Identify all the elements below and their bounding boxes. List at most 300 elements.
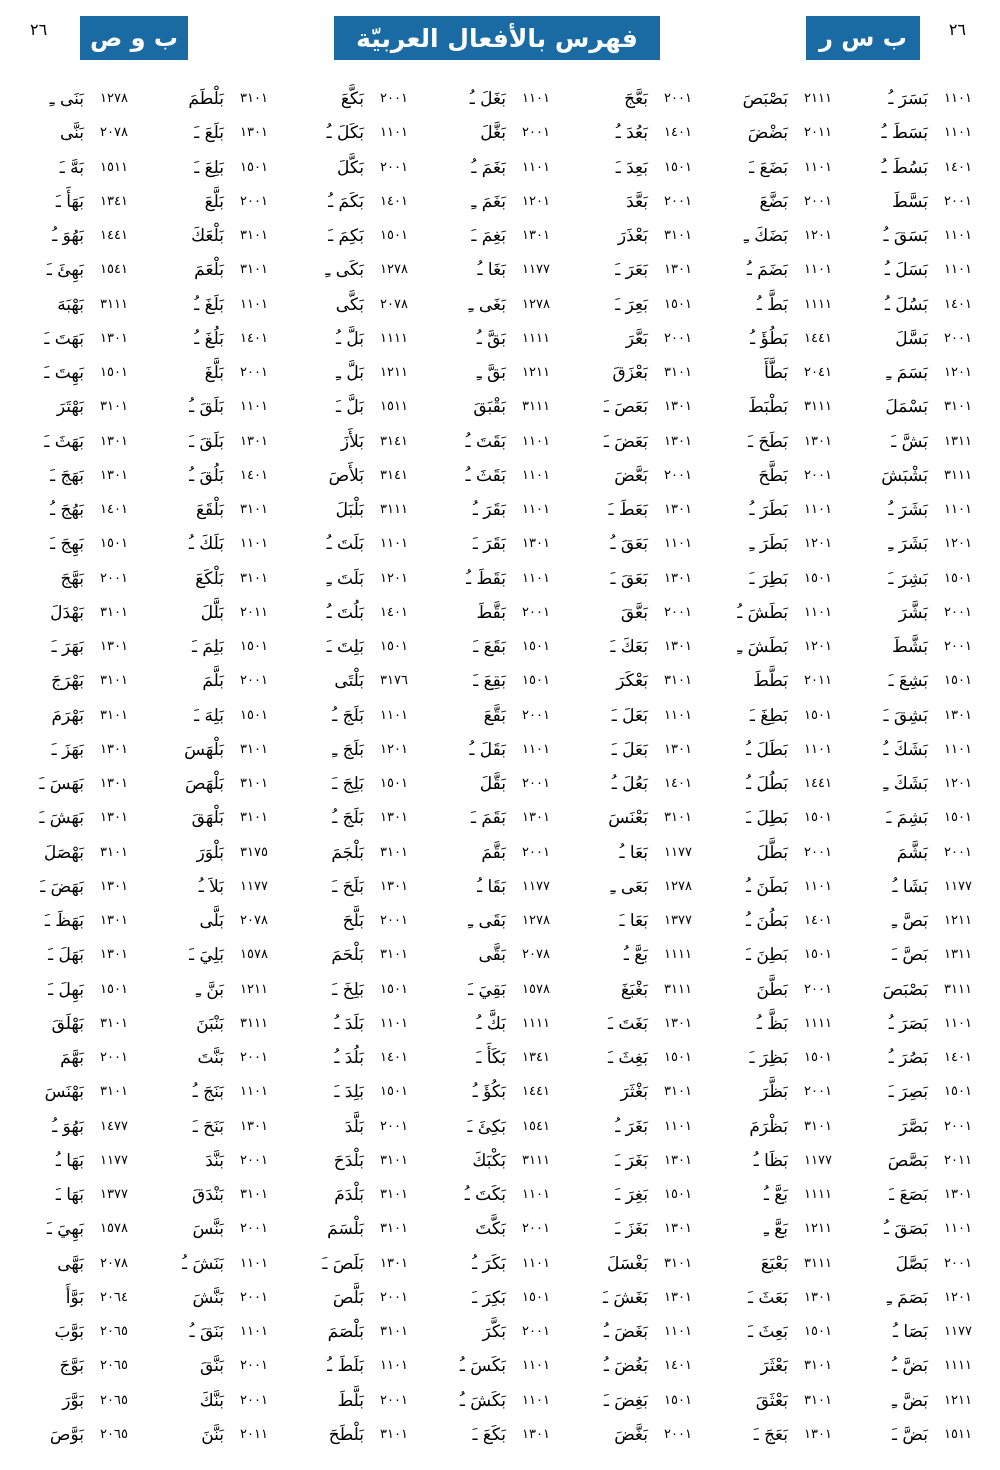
entry-verb: بَنَى ـِ bbox=[49, 89, 84, 109]
entry-code: ١٣٠١ bbox=[944, 707, 972, 723]
entry-verb: بَهَضَ ـَ bbox=[40, 876, 84, 897]
entry-verb: بَظَا ـُ bbox=[753, 1150, 788, 1171]
entry-verb: بَكِئَ ـَ bbox=[467, 1116, 506, 1137]
entry-verb: بَهَظَ ـَ bbox=[44, 911, 84, 931]
entry-code: ٣١٠١ bbox=[380, 1221, 408, 1237]
entry-verb: بَلْوَرَ bbox=[196, 842, 224, 863]
entry-code: ١١٠١ bbox=[804, 262, 832, 278]
entry-code: ١٢٠١ bbox=[804, 228, 832, 243]
entry-verb: بَضَعَ ـَ bbox=[749, 157, 788, 178]
entry-verb: بَلَّغَ bbox=[204, 363, 224, 383]
entry-code: ١٢٠١ bbox=[944, 365, 972, 380]
entry-code: ١٤٧٧ bbox=[100, 1118, 128, 1134]
entry-code: ٣١٠١ bbox=[100, 707, 128, 723]
entry-verb: بَعَّقَ bbox=[620, 602, 648, 623]
entry-code: ٢٠٦٥ bbox=[100, 1324, 128, 1339]
entry-verb: بَكَلَ ـُ bbox=[326, 123, 364, 144]
entry-verb: بَكِرَ ـَ bbox=[472, 1287, 506, 1308]
entry-code: ٢٠١١ bbox=[240, 1426, 268, 1442]
entry-code: ٢٠٦٥ bbox=[100, 1426, 128, 1442]
entry-code: ١١٠١ bbox=[240, 1084, 268, 1100]
entry-verb: بَهَا ـَ bbox=[55, 1185, 84, 1205]
index-row bbox=[0, 116, 1000, 150]
entry-verb: بَغَّلَ bbox=[480, 123, 506, 144]
entry-code: ١١٠١ bbox=[804, 878, 832, 894]
entry-verb: بَعَكَ ـَ bbox=[610, 637, 648, 657]
entry-verb: بَغَرَ ـُ bbox=[615, 1116, 648, 1137]
entry-code: ٢٠٠١ bbox=[944, 1118, 972, 1134]
entry-verb: بَكَسَ ـُ bbox=[459, 1356, 506, 1377]
entry-verb: بَلَجَ ـُ bbox=[332, 705, 364, 726]
index-row bbox=[0, 390, 1000, 424]
entry-code: ١٣٧٧ bbox=[100, 1187, 128, 1202]
entry-verb: بَهْبَهَ bbox=[57, 294, 84, 315]
entry-code: ٣١٠١ bbox=[380, 1187, 408, 1202]
entry-code: ٢٠٠١ bbox=[240, 673, 268, 689]
entry-code: ٣١١١ bbox=[380, 502, 408, 517]
entry-verb: بَهَشَ ـَ bbox=[39, 808, 84, 829]
entry-code: ١٤٠١ bbox=[944, 159, 972, 175]
entry-verb: بَقَثَ ـُ bbox=[465, 465, 506, 486]
entry-code: ٢٠٠١ bbox=[240, 1358, 268, 1374]
page-number-left: ٢٦ bbox=[30, 20, 48, 39]
entry-code: ١١٠١ bbox=[240, 399, 268, 415]
entry-verb: بَغْثَرَ bbox=[620, 1082, 648, 1103]
entry-verb: بَطَرَ ـُ bbox=[749, 500, 788, 520]
entry-verb: بَهَّمَ bbox=[60, 1048, 84, 1068]
entry-code: ٢٠٠١ bbox=[522, 776, 550, 791]
entry-verb: بَعَى ـِ bbox=[610, 876, 648, 897]
entry-verb: بَصَّصَ bbox=[887, 1150, 928, 1171]
entry-code: ٣١٠١ bbox=[380, 844, 408, 860]
entry-code: ٣١٠١ bbox=[240, 1187, 268, 1202]
entry-verb: بَغَزَ ـَ bbox=[615, 1219, 648, 1240]
entry-code: ١٥١١ bbox=[380, 399, 408, 415]
entry-verb: بَهَّجَ bbox=[60, 568, 84, 589]
entry-code: ١٥٠١ bbox=[240, 159, 268, 175]
entry-code: ١١٠١ bbox=[240, 296, 268, 312]
index-row bbox=[0, 904, 1000, 938]
entry-code: ٢٠٠١ bbox=[944, 844, 972, 860]
entry-verb: بَطَّحَ bbox=[758, 465, 788, 486]
entry-verb: بَلُتَ ـُ bbox=[326, 602, 364, 623]
entry-verb: بَقَّعَ bbox=[483, 705, 506, 726]
entry-verb: بَهْرَجَ bbox=[51, 671, 84, 692]
entry-code: ١٥٠١ bbox=[380, 1084, 408, 1100]
index-row bbox=[0, 1247, 1000, 1281]
entry-code: ٢٠٠١ bbox=[240, 1289, 268, 1305]
entry-verb: بَلَتَ ـِ bbox=[326, 568, 364, 589]
entry-code: ٢٠٠١ bbox=[522, 1324, 550, 1339]
entry-verb: بَغْبَغَ bbox=[620, 979, 648, 1000]
entry-code: ٣١١١ bbox=[240, 1015, 268, 1031]
entry-verb: بَطَّ ـُ bbox=[756, 294, 788, 315]
entry-code: ١١١١ bbox=[804, 296, 832, 312]
entry-verb: بَلْتَى bbox=[334, 671, 364, 692]
entry-verb: بَسَلَ ـُ bbox=[884, 260, 928, 281]
entry-code: ١١١١ bbox=[804, 1187, 832, 1202]
entry-code: ١٢٧٨ bbox=[100, 91, 128, 106]
entry-code: ٣١٠١ bbox=[240, 262, 268, 278]
entry-verb: بَقَطَ ـُ bbox=[466, 568, 506, 589]
entry-code: ١١٠١ bbox=[380, 1358, 408, 1374]
entry-code: ١١٠١ bbox=[380, 125, 408, 141]
entry-code: ١٥٠١ bbox=[804, 810, 832, 826]
entry-verb: بَعِثَ ـَ bbox=[747, 1322, 788, 1342]
entry-code: ١٤٠١ bbox=[664, 1358, 692, 1374]
entry-code: ١١٠١ bbox=[804, 741, 832, 757]
entry-verb: بَقَّلَ bbox=[479, 774, 506, 794]
entry-verb: بَهَجَ ـَ bbox=[50, 465, 84, 486]
entry-verb: بَوَّجَ bbox=[59, 1356, 84, 1377]
entry-code: ٢٠٠١ bbox=[664, 604, 692, 620]
entry-code: ٢٠٠١ bbox=[522, 1221, 550, 1237]
entry-verb: بَلِعَ ـَ bbox=[194, 157, 224, 178]
entry-code: ٢٠٠١ bbox=[664, 467, 692, 483]
entry-code: ١٤٠١ bbox=[944, 1050, 972, 1065]
entry-verb: بَهْنَسَ bbox=[44, 1082, 84, 1103]
entry-code: ٢٠٠١ bbox=[944, 639, 972, 654]
entry-code: ١٣٠١ bbox=[100, 776, 128, 791]
index-row bbox=[0, 664, 1000, 698]
entry-code: ١٥٠١ bbox=[664, 1392, 692, 1408]
entry-verb: بَنَّسَ bbox=[192, 1219, 224, 1240]
entry-verb: بَعَّجَ bbox=[624, 89, 648, 109]
entry-code: ٣١٠١ bbox=[100, 604, 128, 620]
entry-code: ٣١١١ bbox=[522, 1152, 550, 1168]
index-row bbox=[0, 1075, 1000, 1109]
entry-verb: بَلِخَ ـَ bbox=[332, 979, 364, 1000]
entry-verb: بَصُرَ ـُ bbox=[888, 1048, 928, 1068]
entry-code: ١١٠١ bbox=[522, 1358, 550, 1374]
entry-verb: بَلِتَ ـَ bbox=[326, 637, 364, 657]
entry-code: ١٣٠١ bbox=[100, 741, 128, 757]
entry-code: ١٥٠١ bbox=[380, 776, 408, 791]
entry-code: ٢٠٠١ bbox=[522, 707, 550, 723]
entry-verb: بَلَجَ ـِ bbox=[332, 739, 364, 760]
entry-verb: بَغْسَلَ bbox=[607, 1253, 648, 1274]
entry-code: ٢٠١١ bbox=[804, 673, 832, 689]
entry-code: ١١١١ bbox=[522, 1015, 550, 1031]
entry-code: ١٣٠١ bbox=[380, 810, 408, 826]
entry-code: ١٣٠١ bbox=[100, 913, 128, 928]
entry-verb: بَقَمَ ـَ bbox=[470, 808, 506, 829]
entry-code: ١٥٠١ bbox=[944, 810, 972, 826]
entry-verb: بَصَّرَ bbox=[899, 1116, 928, 1137]
index-row bbox=[0, 973, 1000, 1007]
entry-code: ١٥٠١ bbox=[380, 981, 408, 997]
entry-verb: بَعْثَقَ bbox=[755, 1390, 788, 1411]
entry-verb: بَلْدَمَ bbox=[334, 1185, 364, 1205]
entry-code: ١١٧٧ bbox=[944, 878, 972, 894]
entry-code: ١٥٠١ bbox=[944, 673, 972, 689]
entry-code: ١٤٤١ bbox=[804, 330, 832, 346]
entry-verb: بَلَّعَ bbox=[204, 191, 224, 212]
entry-verb: بَلْهَصَ bbox=[184, 774, 224, 794]
entry-verb: بَقَلَ ـُ bbox=[469, 739, 506, 760]
entry-verb: بَغَمَ ـِ bbox=[471, 191, 506, 212]
entry-code: ٢٠١١ bbox=[240, 604, 268, 620]
entry-verb: بَلَّحَ bbox=[342, 911, 364, 931]
entry-code: ٣١٠١ bbox=[664, 228, 692, 243]
entry-code: ١٥٠١ bbox=[380, 228, 408, 243]
entry-code: ١١٠١ bbox=[664, 707, 692, 723]
entry-verb: بَقَا ـُ bbox=[477, 876, 506, 897]
entry-verb: بَسَطَ ـُ bbox=[881, 123, 928, 144]
entry-code: ١١٠١ bbox=[522, 159, 550, 175]
entry-verb: بَضَّ ـُ bbox=[892, 1356, 928, 1377]
entry-verb: بَشْبَشَ bbox=[881, 465, 928, 486]
entry-verb: بَهَرَ ـَ bbox=[51, 637, 84, 657]
entry-verb: بَلَقَ ـُ bbox=[189, 397, 224, 418]
entry-verb: بَصَمَ ـِ bbox=[886, 1287, 928, 1308]
entry-verb: بَلْدَحَ bbox=[333, 1150, 364, 1171]
entry-verb: بَعَا ـُ bbox=[619, 842, 648, 863]
entry-verb: بَشَكَ ـِ bbox=[883, 774, 928, 794]
entry-code: ٢٠٠١ bbox=[804, 467, 832, 483]
entry-verb: بَشَّطَ bbox=[891, 637, 928, 657]
entry-code: ١٣٠١ bbox=[100, 639, 128, 654]
entry-code: ١٥٠١ bbox=[240, 639, 268, 654]
entry-code: ٢٠٠١ bbox=[804, 193, 832, 209]
entry-code: ١٥٧٨ bbox=[240, 947, 268, 963]
entry-code: ١١٠١ bbox=[944, 741, 972, 757]
entry-code: ٣١٠١ bbox=[944, 399, 972, 415]
entry-code: ١٢٧٨ bbox=[380, 262, 408, 278]
entry-verb: بَلْبَلَ bbox=[335, 500, 364, 520]
entry-code: ١١٠١ bbox=[522, 1187, 550, 1202]
entry-code: ١٤٠١ bbox=[944, 296, 972, 312]
entry-code: ١١٠١ bbox=[664, 536, 692, 552]
entry-code: ١١٠١ bbox=[522, 570, 550, 586]
entry-verb: بَغِضَ ـَ bbox=[603, 1390, 648, 1411]
entry-verb: بَعَضَ ـَ bbox=[603, 431, 648, 452]
entry-verb: بَشَرَ ـِ bbox=[888, 534, 928, 555]
entry-code: ١١٧٧ bbox=[804, 1152, 832, 1168]
entry-code: ١١٠١ bbox=[380, 1015, 408, 1031]
entry-code: ٣١٠١ bbox=[240, 91, 268, 106]
entry-verb: بَوَّأَ bbox=[65, 1287, 84, 1308]
entry-verb: بَسَرَ ـُ bbox=[888, 89, 928, 109]
entry-code: ٣١١١ bbox=[944, 467, 972, 483]
entry-verb: بَلِيَ ـَ bbox=[189, 945, 224, 966]
entry-code: ١٥٠١ bbox=[664, 159, 692, 175]
entry-verb: بَسُلَ ـُ bbox=[884, 294, 928, 315]
entry-verb: بَقَى ـِ bbox=[468, 911, 506, 931]
entry-verb: بَضَكَ ـِ bbox=[743, 226, 788, 246]
entry-verb: بَسَّلَ bbox=[895, 328, 928, 349]
entry-code: ١١١١ bbox=[664, 947, 692, 963]
entry-code: ٢٠٠١ bbox=[240, 1221, 268, 1237]
entry-code: ١١٠١ bbox=[522, 1392, 550, 1408]
entry-verb: بَلَطَ ـُ bbox=[327, 1356, 364, 1377]
entry-code: ١٣٠١ bbox=[664, 741, 692, 757]
entry-code: ١٣٠١ bbox=[100, 878, 128, 894]
entry-code: ١١١١ bbox=[380, 330, 408, 346]
entry-verb: بَوَّصَ bbox=[49, 1424, 84, 1445]
entry-verb: بَلْهَقَ bbox=[191, 808, 224, 829]
entry-code: ٢٠٠١ bbox=[944, 193, 972, 209]
entry-verb: بَطُلَ ـُ bbox=[746, 774, 788, 794]
entry-code: ١٣٠١ bbox=[664, 502, 692, 517]
entry-code: ٣١٠١ bbox=[100, 399, 128, 415]
entry-code: ٢٠٠١ bbox=[100, 570, 128, 586]
entry-code: ٢٠٠١ bbox=[522, 604, 550, 620]
entry-verb: بَطَحَ ـَ bbox=[747, 431, 788, 452]
entry-code: ١٢٠١ bbox=[804, 536, 832, 552]
entry-verb: بَكَعَ ـَ bbox=[472, 1424, 506, 1445]
entry-verb: بَقَّ ـُ bbox=[476, 328, 506, 349]
entry-verb: بَهْتَرَ bbox=[56, 397, 84, 418]
entry-code: ١٤٠١ bbox=[664, 776, 692, 791]
entry-verb: بَقَّطَ bbox=[476, 602, 506, 623]
entry-code: ١١٠١ bbox=[380, 536, 408, 552]
entry-verb: بَلْحَمَ bbox=[331, 945, 364, 966]
entry-code: ١٣٠١ bbox=[240, 125, 268, 141]
entry-verb: بَلَّ ـُ bbox=[336, 328, 364, 349]
entry-verb: بَلَّدَ bbox=[344, 1116, 364, 1137]
entry-code: ١٣٠١ bbox=[664, 399, 692, 415]
entry-verb: بَقَعَ ـَ bbox=[473, 637, 506, 657]
entry-code: ١٥٠١ bbox=[100, 981, 128, 997]
entry-code: ١١٠١ bbox=[522, 741, 550, 757]
entry-code: ٢٠٠١ bbox=[664, 1426, 692, 1442]
entry-verb: بَطَلَ ـُ bbox=[746, 739, 788, 760]
entry-code: ٣١٠١ bbox=[664, 1255, 692, 1271]
entry-verb: بَصَعَ ـَ bbox=[889, 1185, 928, 1205]
entry-verb: بَغَّضَ bbox=[614, 1424, 648, 1445]
entry-verb: بَشِقَ ـَ bbox=[883, 705, 928, 726]
entry-verb: بَكَّتَ bbox=[475, 1219, 506, 1240]
entry-code: ١٣٤١ bbox=[100, 193, 128, 209]
entry-verb: بَقَتَ ـُ bbox=[465, 431, 506, 452]
entry-verb: بَطَشَ ـُ bbox=[737, 602, 788, 623]
entry-verb: بَشَّمَ bbox=[896, 842, 928, 863]
entry-verb: بَلْجَمَ bbox=[331, 842, 364, 863]
index-row bbox=[0, 219, 1000, 253]
entry-verb: بَكَّى bbox=[335, 294, 364, 315]
entry-verb: بَصْبَصَ bbox=[742, 89, 788, 109]
entry-verb: بَشَّرَ bbox=[898, 602, 928, 623]
entry-code: ٢٠٠١ bbox=[522, 844, 550, 860]
entry-code: ٣١٠١ bbox=[240, 570, 268, 586]
entry-verb: بَكَّ ـُ bbox=[476, 1013, 506, 1034]
entry-verb: بَنْدَقَ bbox=[192, 1185, 224, 1205]
entry-code: ٣١٠١ bbox=[380, 1152, 408, 1168]
entry-verb: بَسَّطَ bbox=[891, 191, 928, 212]
entry-code: ١٥٠١ bbox=[804, 947, 832, 963]
index-row bbox=[0, 356, 1000, 390]
entry-code: ١٤٠١ bbox=[240, 330, 268, 346]
index-row bbox=[0, 1144, 1000, 1178]
entry-verb: بَغِرَ ـَ bbox=[615, 1185, 648, 1205]
entry-verb: بَلْقَعَ bbox=[195, 500, 224, 520]
entry-verb: بَشَا ـُ bbox=[892, 876, 928, 897]
entry-verb: بَعُلَ ـُ bbox=[611, 774, 648, 794]
entry-verb: بَطَّطَ bbox=[753, 671, 788, 692]
entry-verb: بَلُغَ ـُ bbox=[194, 328, 224, 349]
entry-code: ١٢٠١ bbox=[944, 1289, 972, 1305]
entry-verb: بَلَّمَ bbox=[202, 671, 224, 692]
entry-verb: بَغَضَ ـُ bbox=[603, 1322, 648, 1342]
entry-verb: بَعُدَ ـُ bbox=[615, 123, 648, 144]
entry-code: ٣١٠١ bbox=[240, 228, 268, 243]
entry-verb: بَهَا ـُ bbox=[55, 1150, 84, 1171]
entry-code: ١٢٠١ bbox=[380, 570, 408, 586]
entry-verb: بَوَّبَ bbox=[54, 1322, 84, 1342]
entry-code: ٣١٠١ bbox=[240, 810, 268, 826]
entry-verb: بَلْصَمَ bbox=[327, 1322, 364, 1342]
entry-code: ١١٠١ bbox=[804, 604, 832, 620]
index-row bbox=[0, 733, 1000, 767]
entry-code: ٣١٠١ bbox=[804, 1392, 832, 1408]
entry-code: ١١٧٧ bbox=[664, 844, 692, 860]
entry-code: ٢٠٠١ bbox=[804, 981, 832, 997]
entry-code: ١٣٠١ bbox=[100, 947, 128, 963]
entry-verb: بَلْعَمَ bbox=[194, 260, 224, 281]
entry-verb: بَعَلَ ـَ bbox=[611, 705, 648, 726]
entry-verb: بَظْرَمَ bbox=[749, 1116, 788, 1137]
entry-verb: بَطَرَ ـِ bbox=[749, 534, 788, 555]
entry-verb: بَطِلَ ـَ bbox=[746, 808, 788, 829]
entry-verb: بَكَّلَ bbox=[337, 157, 364, 178]
entry-verb: بَغَمَ ـُ bbox=[471, 157, 506, 178]
entry-verb: بَعِدَ ـَ bbox=[615, 157, 648, 178]
entry-code: ١٣٠١ bbox=[664, 1015, 692, 1031]
entry-verb: بَقِعَ ـَ bbox=[473, 671, 506, 692]
entry-code: ١٣٠١ bbox=[664, 639, 692, 654]
entry-verb: بَضَّعَ bbox=[759, 191, 788, 212]
entry-verb: بَلُقَ ـُ bbox=[189, 465, 224, 486]
entry-verb: بَلُدَ ـُ bbox=[334, 1048, 364, 1068]
index-row bbox=[0, 185, 1000, 219]
entry-verb: بَلاَ ـُ bbox=[198, 876, 224, 897]
entry-verb: بَصْبَصَ bbox=[882, 979, 928, 1000]
entry-code: ١٥٠١ bbox=[522, 673, 550, 689]
entry-code: ١٣١١ bbox=[944, 433, 972, 449]
entry-verb: بَهَأَ ـَ bbox=[55, 191, 84, 212]
entry-code: ٢٠٠١ bbox=[100, 1050, 128, 1065]
entry-verb: بَنَشَ ـُ bbox=[182, 1253, 224, 1274]
index-row bbox=[0, 288, 1000, 322]
entry-verb: بَغَا ـُ bbox=[477, 260, 506, 281]
entry-code: ١٣٠١ bbox=[380, 878, 408, 894]
entry-verb: بَنَّدَ bbox=[205, 1150, 224, 1171]
entry-verb: بَظِرَ ـَ bbox=[749, 1048, 788, 1068]
entry-verb: بَلَصَ ـَ bbox=[322, 1253, 364, 1274]
entry-code: ٣١٠١ bbox=[664, 365, 692, 380]
entry-code: ١٢٠١ bbox=[522, 193, 550, 209]
entry-verb: بَلَكَ ـُ bbox=[188, 534, 224, 555]
entry-code: ٣١٠١ bbox=[380, 1426, 408, 1442]
entry-verb: بَوَّرَ bbox=[62, 1390, 84, 1411]
entry-verb: بَنَّشَ bbox=[192, 1287, 224, 1308]
entry-code: ٢٠٠١ bbox=[240, 1152, 268, 1168]
entry-code: ١٢٠١ bbox=[804, 639, 832, 654]
entry-verb: بَلَّصَ bbox=[332, 1287, 364, 1308]
entry-verb: بَعَّرَ bbox=[625, 328, 648, 349]
index-row bbox=[0, 1349, 1000, 1383]
entry-code: ٢٠٧٨ bbox=[380, 296, 408, 312]
entry-code: ٢٠٠١ bbox=[380, 91, 408, 106]
entry-verb: بَطَّأَ bbox=[764, 363, 788, 383]
entry-verb: بَعْزَقَ bbox=[612, 363, 648, 383]
entry-code: ١٥٠١ bbox=[522, 639, 550, 654]
entry-verb: بَنَّنَ bbox=[201, 1424, 224, 1445]
entry-code: ٢٠٦٥ bbox=[100, 1358, 128, 1374]
entry-verb: بَنَقَ ـُ bbox=[189, 1322, 224, 1342]
entry-verb: بَهْصَلَ bbox=[43, 842, 84, 863]
